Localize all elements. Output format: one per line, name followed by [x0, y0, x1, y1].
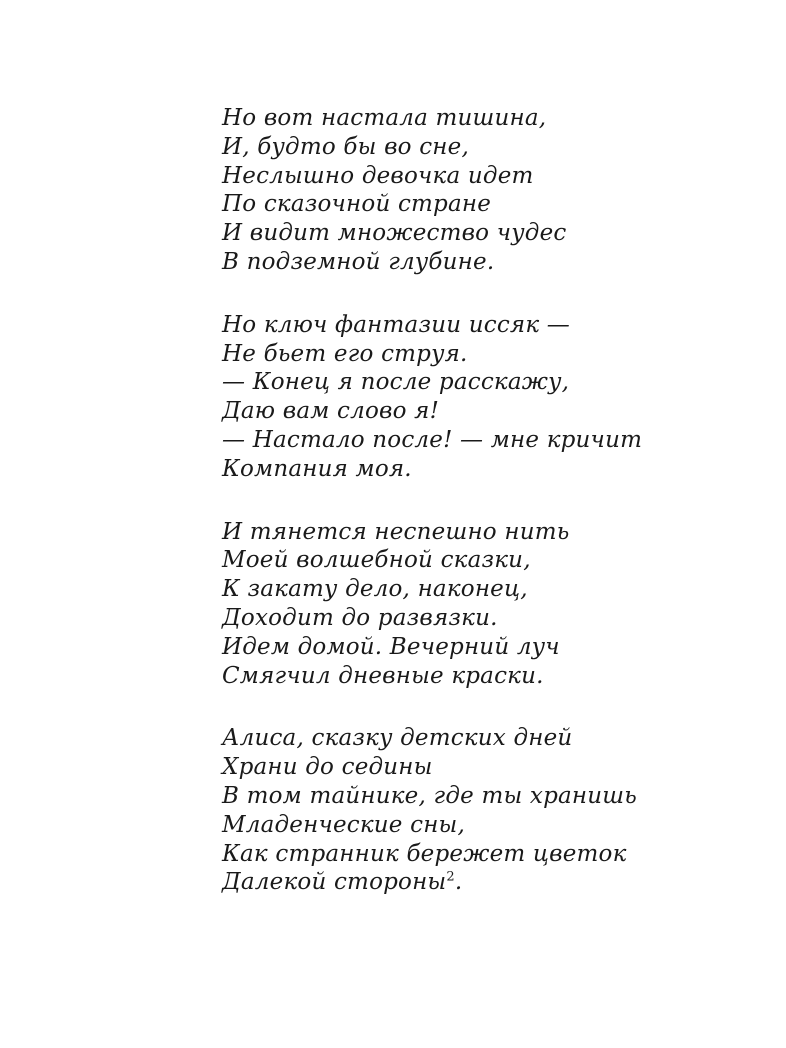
poem-line: Храни до седины [222, 754, 433, 781]
poem-line: В том тайнике, где ты хранишь [222, 782, 637, 809]
poem-line: И видит множество чудес [222, 220, 567, 247]
poem-line: Доходит до развязки. [222, 604, 498, 631]
poem-line: Младенческие сны, [222, 811, 465, 838]
poem-last-line-end: . [454, 869, 463, 896]
poem-line: Как странник бережет цветок [222, 840, 627, 867]
stanza-1 [222, 104, 742, 277]
poem-line: Моей волшебной сказки, [222, 547, 531, 574]
poem-line: Даю вам слово я! [222, 398, 440, 425]
poem-line: Но ключ фантазии иссяк — [222, 311, 570, 338]
footnote-marker[interactable]: 2 [446, 869, 455, 885]
poem-line: Алиса, сказку детских дней [222, 725, 573, 752]
poem-last-line [222, 868, 742, 897]
poem-line: По сказочной стране [222, 191, 492, 218]
poem-line: И тянется неспешно нить [222, 518, 570, 545]
poem-line: И, будто бы во сне, [222, 133, 469, 160]
poem-line: Идем домой. Вечерний луч [222, 633, 560, 660]
poem-line: В подземной глубине. [222, 248, 495, 275]
poem-line: Но вот настала тишина, [222, 105, 547, 131]
poem-line: Неслышно девочка идет [222, 162, 534, 189]
poem-line: Смягчил дневные краски. [222, 662, 544, 689]
poem-line: — Конец я после расскажу, [222, 369, 570, 396]
poem-line: Не бьет его струя. [222, 340, 468, 367]
stanza-4 [222, 724, 742, 897]
stanza-2 [222, 311, 742, 484]
poem [222, 104, 742, 931]
poem-line: — Настало после! — мне кричит [222, 426, 643, 453]
poem-line: К закату дело, наконец, [222, 576, 528, 603]
poem-line: Компания моя. [222, 455, 412, 482]
stanza-3 [222, 518, 742, 691]
poem-last-line-text: Далекой стороны [222, 869, 447, 896]
